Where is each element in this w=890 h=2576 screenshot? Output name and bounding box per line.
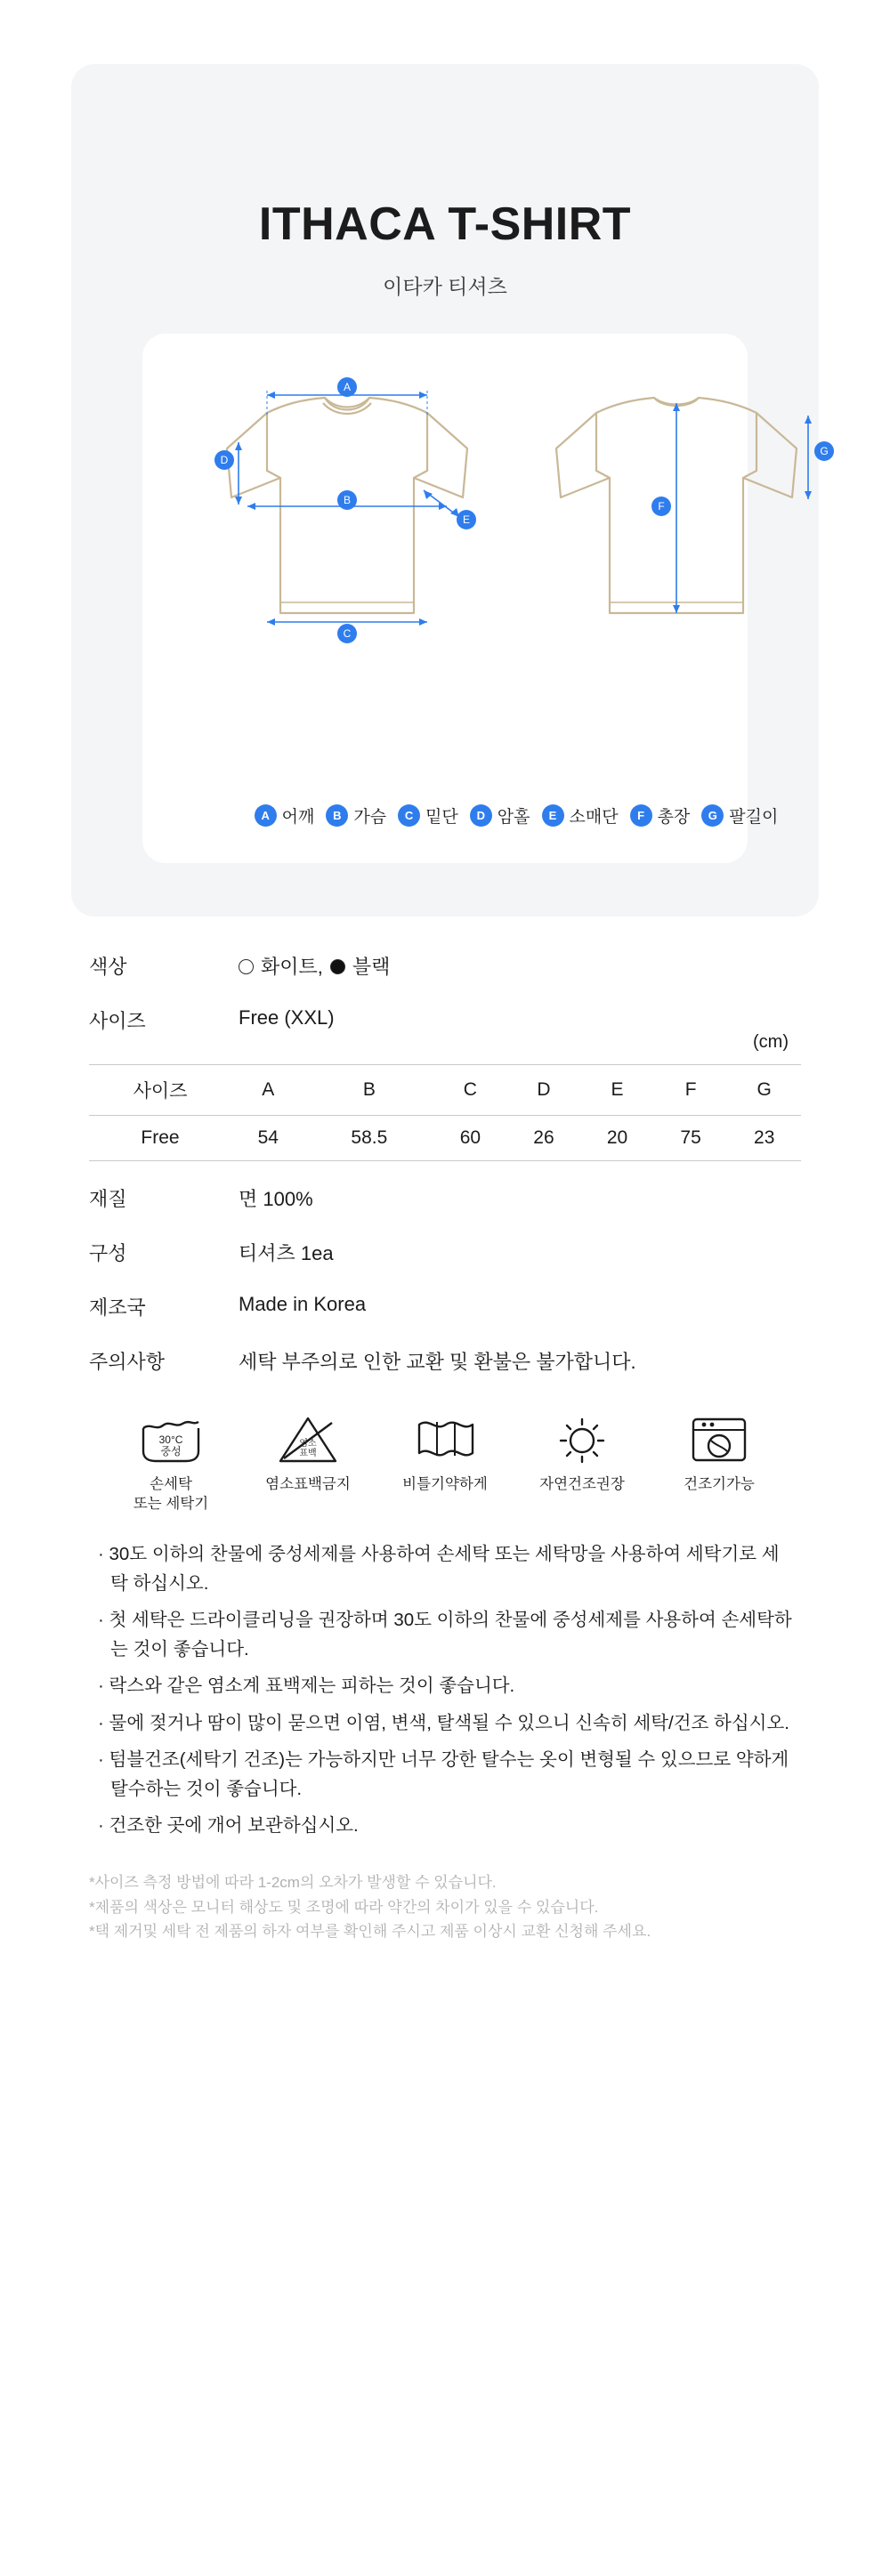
legend-badge-E: E (542, 804, 564, 827)
page-subtitle: 이타카 티셔츠 (383, 275, 507, 298)
spec-value-size: Free (XXL) (239, 1006, 335, 1029)
legend-badge-A: A (255, 804, 277, 827)
legend-item-F (630, 803, 691, 828)
legend-label-A: 어깨 (281, 808, 315, 827)
badge-E-text: E (462, 513, 471, 526)
tee-measurement-illustration (142, 364, 890, 791)
care-item-hand-wash (117, 1414, 224, 1514)
care-item-tumble-dry (666, 1414, 773, 1514)
legend-item-G (701, 803, 778, 828)
spec-label-color: 색상 (89, 956, 127, 978)
hand-wash-icon (138, 1414, 204, 1466)
hero-card (71, 64, 829, 917)
spec-label-origin: 제조국 (89, 1296, 146, 1319)
size-th-6: F (684, 1079, 697, 1100)
size-th-1: A (262, 1079, 275, 1100)
badge-A-text: A (343, 381, 352, 393)
size-td-0-0: Free (141, 1127, 180, 1148)
measure-G-sleeve (805, 416, 812, 499)
spec-value-composition: 티셔츠 1ea (239, 1242, 334, 1264)
care-note-0: · 30도 이하의 찬물에 중성세제를 사용하여 손세탁 또는 세탁망을 사용하여 세탁기로 세탁 하십시오. (98, 1543, 780, 1594)
badge-D-text: D (220, 454, 229, 466)
spec-row-size (89, 1006, 801, 1034)
care-icon-row (0, 1414, 890, 1514)
svg-text:표백: 표백 (299, 1449, 317, 1458)
spec-label-material: 재질 (89, 1188, 127, 1210)
spec-row-composition (89, 1239, 801, 1266)
svg-text:중성: 중성 (160, 1445, 182, 1458)
legend-label-G: 팔길이 (729, 808, 779, 827)
legend-item-E (542, 803, 619, 828)
legend-label-E: 소매단 (569, 808, 619, 827)
legend-item-D (470, 803, 530, 828)
size-td-0-5: 20 (606, 1127, 628, 1148)
care-caption-natural-dry-1: 자연건조권장 (539, 1476, 625, 1492)
care-caption-hand-wash-1: 손세탁 (150, 1476, 192, 1492)
size-th-4: D (537, 1079, 551, 1100)
care-note-2: · 락스와 같은 염소계 표백제는 피하는 것이 좋습니다. (98, 1676, 515, 1697)
legend-badge-F: F (630, 804, 652, 827)
size-td-0-4: 26 (533, 1127, 554, 1148)
diagram-legend (142, 803, 890, 828)
badge-G-text: G (820, 445, 829, 457)
legend-badge-C: C (398, 804, 420, 827)
unit-label: (cm) (753, 1032, 789, 1052)
badge-F-text: F (658, 500, 665, 513)
size-table-head (89, 1065, 801, 1116)
size-table-header-row (89, 1065, 801, 1116)
spec-row-material (89, 1184, 801, 1212)
size-th-0: 사이즈 (133, 1081, 188, 1102)
size-diagram-card (142, 334, 829, 863)
size-table-body (89, 1116, 801, 1161)
product-detail-page (0, 64, 890, 2576)
gentle-wring-icon (412, 1414, 478, 1466)
legend-badge-B: B (326, 804, 348, 827)
spec-value-material: 면 100% (239, 1188, 313, 1210)
legend-item-C (398, 803, 458, 828)
legend-label-B: 가슴 (353, 808, 387, 827)
care-item-natural-dry (529, 1414, 635, 1514)
spec-value-origin: Made in Korea (239, 1293, 367, 1315)
care-caption-gentle-wring-1: 비틀기약하게 (402, 1476, 488, 1492)
no-chlorine-bleach-icon (275, 1414, 341, 1466)
unit-row (89, 1032, 801, 1061)
care-note-1: · 첫 세탁은 드라이클리닝을 권장하며 30도 이하의 찬물에 중성세제를 사용하여 손세탁하는 것이 좋습니다. (98, 1609, 792, 1660)
color-name-black: 블랙 (352, 956, 391, 978)
care-note-5: · 건조한 곳에 개어 보관하십시오. (98, 1815, 359, 1837)
badge-B-text: B (343, 494, 352, 506)
size-td-0-2: 58.5 (351, 1127, 388, 1148)
legend-label-D: 암홀 (497, 808, 530, 827)
care-item-gentle-wring (392, 1414, 498, 1514)
spec-label-composition: 구성 (89, 1242, 127, 1264)
legend-item-B (326, 803, 386, 828)
spec-row-caution (89, 1347, 801, 1375)
size-td-0-1: 54 (257, 1127, 279, 1148)
legend-label-C: 밑단 (425, 808, 458, 827)
care-caption-tumble-dry-1: 건조기가능 (684, 1476, 755, 1492)
legend-badge-G: G (701, 804, 724, 827)
page-title: ITHACA T-SHIRT (258, 198, 632, 250)
care-caption-no-bleach-1: 염소표백금지 (265, 1476, 351, 1492)
spec-label-caution: 주의사항 (89, 1351, 166, 1373)
size-th-7: G (756, 1079, 772, 1100)
spec-row-origin (89, 1293, 801, 1320)
size-diagram (142, 364, 890, 828)
care-note-3: · 물에 젖거나 땀이 많이 묻으면 이염, 변색, 탈색될 수 있으니 신속히 세탁/건조 하십시오. (98, 1712, 789, 1733)
spec-label-size: 사이즈 (89, 1010, 146, 1032)
size-table (89, 1064, 801, 1161)
care-item-no-bleach (255, 1414, 361, 1514)
svg-text:염소: 염소 (299, 1439, 317, 1449)
spec-row-color (89, 952, 801, 980)
table-row (89, 1116, 801, 1161)
size-th-5: E (611, 1079, 624, 1100)
tumble-dry-ok-icon (686, 1414, 752, 1466)
color-name-white: 화이트, (261, 956, 323, 978)
footnote-2: *택 제거및 세탁 전 제품의 하자 여부를 확인해 주시고 제품 이상시 교환 신청해 주세요. (89, 1923, 651, 1941)
natural-dry-icon (549, 1414, 615, 1466)
spec-value-caution: 세탁 부주의로 인한 교환 및 환불은 불가합니다. (239, 1351, 636, 1373)
size-td-0-7: 23 (754, 1127, 775, 1148)
care-note-4: · 텀블건조(세탁기 건조)는 가능하지만 너무 강한 탈수는 옷이 변형될 수 있으므로 약하게 탈수하는 것이 좋습니다. (98, 1748, 789, 1799)
size-td-0-6: 75 (680, 1127, 701, 1148)
measure-F-length (673, 403, 680, 613)
footnotes (89, 1870, 801, 1944)
color-swatch-white-icon (239, 959, 254, 974)
care-caption-hand-wash-2: 또는 세탁기 (133, 1496, 209, 1513)
color-swatch-black-icon (330, 959, 345, 974)
size-td-0-3: 60 (459, 1127, 481, 1148)
size-th-2: B (362, 1079, 376, 1100)
legend-label-F: 총장 (657, 808, 691, 827)
svg-text:30°C: 30°C (158, 1433, 183, 1446)
footnote-1: *제품의 색상은 모니터 해상도 및 조명에 따라 약간의 차이가 있을 수 있습니다. (89, 1898, 599, 1916)
legend-item-A (255, 803, 315, 828)
badge-C-text: C (343, 627, 352, 640)
footnote-0: *사이즈 측정 방법에 따라 1-2cm의 오차가 발생할 수 있습니다. (89, 1874, 497, 1892)
size-th-3: C (463, 1079, 477, 1100)
legend-badge-D: D (470, 804, 492, 827)
care-notes (98, 1539, 792, 1841)
spec-value-color (239, 952, 390, 980)
spec-list (89, 952, 801, 1375)
